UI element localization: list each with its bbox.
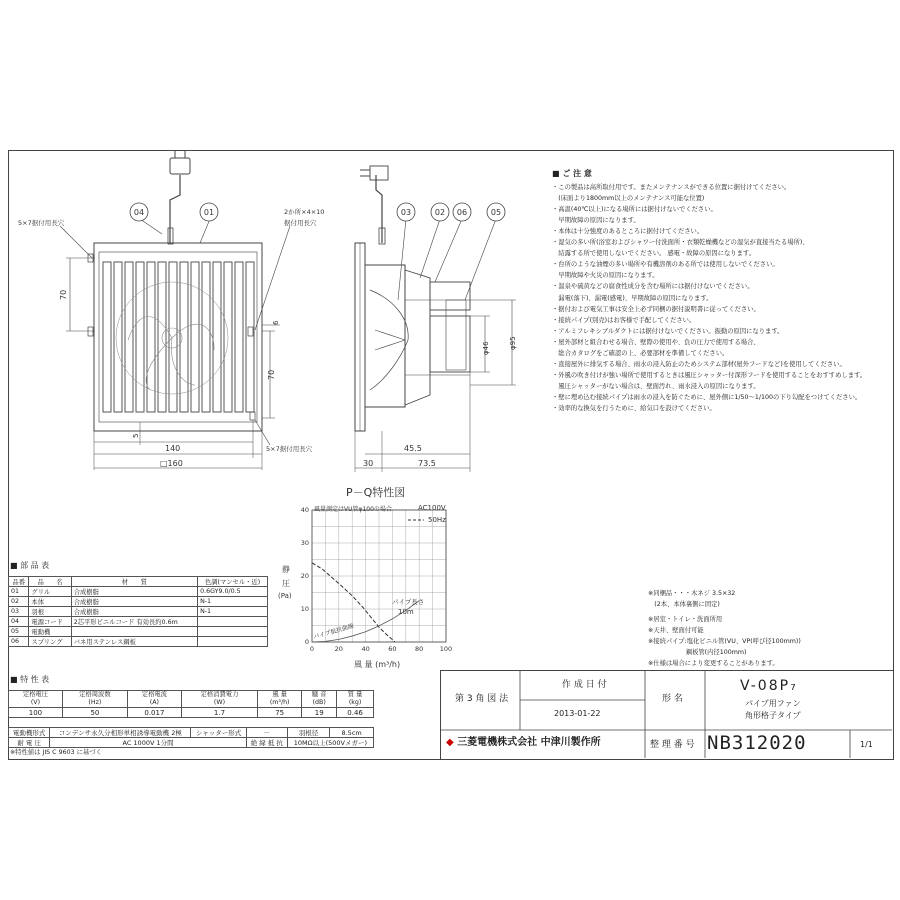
date-value: 2013-01-22	[554, 709, 601, 718]
number-value: NB312020	[707, 732, 807, 754]
parts-cell: 02	[9, 597, 29, 607]
page-value: 1/1	[860, 740, 873, 749]
side-note-line: ※接続パイプ:塩化ビニル管(VU、VP(呼び径100mm))	[648, 638, 801, 645]
spec-header-cell: 定格周波数 (Hz)	[62, 691, 127, 708]
y-tick-label: 40	[300, 506, 309, 514]
parts-cell: 羽根	[29, 607, 71, 617]
dim-95: φ95	[509, 336, 517, 350]
parts-cell: 合成樹脂	[71, 597, 197, 607]
company-name	[446, 738, 601, 748]
spec-value-cell: 0.017	[127, 708, 181, 718]
spec-footnote: ※特性値は JIS C 9603 に基づく	[10, 749, 102, 756]
spec-header-cell: 質 量 (kg)	[337, 691, 374, 708]
pq-title: P－Q特性図	[346, 486, 406, 499]
spec-header-cell: 定格消費電力 (W)	[181, 691, 257, 708]
parts-cell: 06	[9, 637, 29, 647]
parts-cell: 05	[9, 627, 29, 637]
note-line: 風圧シャッターがない場合は、壁面汚れ、雨水浸入の原因になります。	[552, 382, 760, 390]
label-holes-right-2: 据付用長穴	[284, 219, 317, 227]
spec-extra-table	[8, 727, 374, 748]
callout-01: 01	[203, 208, 215, 217]
table-row	[9, 587, 268, 597]
note-line: ・温泉や硫黄などの腐食性成分を含む場所には据付けないでください。	[552, 283, 754, 291]
side-notes	[648, 588, 801, 669]
pq-ylabel-unit: (Pa)	[278, 592, 292, 600]
note-line: ・効率的な換気を行うために、給気口を設けてください。	[552, 404, 716, 412]
spec-value-cell: 50	[62, 708, 127, 718]
parts-cell: 合成樹脂	[71, 587, 197, 597]
spec-value-cell: 1.7	[181, 708, 257, 718]
parts-cell	[198, 637, 268, 647]
spec-row2-0: 電動機形式	[9, 728, 50, 738]
y-tick-label: 20	[300, 572, 309, 580]
spec-table-title: ■ 特 性 表	[10, 675, 50, 684]
x-tick-label: 80	[415, 645, 424, 653]
spec-row2-2: シャッター形式	[191, 728, 246, 738]
note-line: ・外風の吹き付けが強い場所で使用するときは風圧シャッター付深形フードを使用することをおすすめします。	[552, 371, 867, 379]
desc-1: パイプ用ファン	[745, 699, 801, 708]
side-body	[365, 265, 405, 407]
dim-140: 140	[165, 444, 181, 453]
parts-header-cell: 品 名	[29, 577, 71, 587]
parts-cell	[198, 627, 268, 637]
note-line: 早期故障の原因になります。	[552, 217, 640, 225]
spec-header-cell: 騒 音 (dB)	[302, 691, 337, 708]
model-value: V-08P₇	[740, 678, 798, 694]
parts-table	[8, 576, 268, 647]
parts-cell: 2芯平形ビニルコード 有効長約0.6m	[71, 617, 197, 627]
note-line: ・接続パイプ(別売)はお客様で手配してください。	[552, 316, 696, 324]
note-line: ・高温(40℃以上)になる場所には据付けないでください。	[552, 206, 717, 214]
parts-header-cell: 品番	[9, 577, 29, 587]
notes-heading: ■ ご 注 意	[552, 169, 592, 178]
note-line: 早期故障や火災の原因になります。	[552, 272, 659, 280]
spec-value-cell: 0.46	[337, 708, 374, 718]
pq-freq: 50Hz	[428, 516, 446, 524]
parts-cell: 04	[9, 617, 29, 627]
spec-value-cell: 100	[9, 708, 63, 718]
parts-cell: 03	[9, 607, 29, 617]
parts-header-cell: 色調(マンセル・近)	[198, 577, 268, 587]
callout-04: 04	[133, 208, 145, 217]
note-line: ・壁に埋め込む接続パイプは雨水の浸入を防ぐために、屋外側に1/50～1/100の下り勾配をつけてください。	[552, 393, 862, 401]
table-row	[9, 627, 268, 637]
parts-cell: グリル	[29, 587, 71, 597]
note-line: ・屋外部材と組合わせる場合、壁際の使用や、負の圧力で使用する場合、	[552, 338, 760, 346]
spec-row3-0: 耐 電 圧	[9, 738, 50, 748]
callout-06: 06	[456, 208, 468, 217]
parts-cell: バネ用ステンレス鋼板	[71, 637, 197, 647]
number-label: 整 理 番 号	[650, 740, 695, 750]
parts-cell: 01	[9, 587, 29, 597]
note-line: 総合カタログをご確認の上、必要部材を準備してください。	[552, 349, 729, 357]
front-grille-outline	[94, 243, 262, 431]
table-row	[9, 617, 268, 627]
dim-160: □160	[160, 459, 183, 468]
dim-70-left: 70	[59, 289, 68, 300]
parts-cell: 合成樹脂	[71, 607, 197, 617]
spec-row2-4: 羽根径	[287, 728, 329, 738]
desc-2: 角形格子タイプ	[745, 711, 801, 720]
parts-cell: 電源コード	[29, 617, 71, 627]
x-tick-label: 100	[439, 645, 453, 653]
x-tick-label: 20	[334, 645, 343, 653]
note-line: ・直接屋外に排気する場合、雨水の浸入防止のためシステム部材(屋外フードなど)を使用してください。	[552, 360, 846, 368]
side-note-line: ※同梱品・・・木ネジ 3.5×32	[648, 590, 736, 597]
y-tick-label: 30	[300, 539, 309, 547]
note-line: ・据付および電気工事は安全上必ず同梱の据付説明書に従ってください。	[552, 305, 760, 313]
spec-header-cell: 定格電流 (A)	[127, 691, 181, 708]
projection-label: 第 3 角 図 法	[455, 694, 509, 704]
spec-row2-1: コンデンサ永久分相形単相誘導電動機 2極	[50, 728, 191, 738]
caution-notes	[552, 168, 892, 414]
spec-value-cell: 75	[258, 708, 302, 718]
note-line: (床面より1800mm以上のメンテナンス可能な位置)	[552, 195, 705, 203]
spec-row2-5: 8.5cm	[330, 728, 374, 738]
company-text: 三菱電機株式会社 中津川製作所	[457, 737, 601, 748]
parts-cell: N-1	[198, 607, 268, 617]
label-holes-right-1: 2か所×4×10	[284, 208, 325, 216]
pq-pipe-label-1: パイプ長さ	[392, 598, 425, 606]
dim-30: 30	[363, 459, 374, 468]
table-row	[9, 607, 268, 617]
parts-table-title: ■ 部 品 表	[10, 561, 50, 570]
dim-70-right: 70	[267, 369, 276, 380]
pq-pipe-resist: パイプ抵抗曲線	[312, 622, 355, 641]
spec-header-cell: 風 量 (m³/h)	[258, 691, 302, 708]
x-tick-label: 60	[388, 645, 397, 653]
date-label: 作 成 日 付	[562, 680, 607, 690]
pq-ylabel-2: 圧	[282, 579, 290, 588]
note-line: ・アルミフレキシブルダクトには据付けないでください。振動の原因になります。	[552, 327, 784, 335]
spec-row3-1: AC 1000V 1分間	[50, 738, 247, 748]
x-tick-label: 0	[309, 645, 315, 653]
callout-02: 02	[434, 208, 446, 217]
parts-header-cell: 材 質	[71, 577, 197, 587]
dim-6: 6	[272, 320, 280, 325]
pq-xlabel: 風 量 (m³/h)	[354, 660, 401, 669]
y-tick-label: 0	[304, 638, 309, 646]
parts-cell: 本体	[29, 597, 71, 607]
parts-cell: 電動機	[29, 627, 71, 637]
side-note-line: ※仕様は場合により変更することがあります。	[648, 660, 779, 667]
y-tick-label: 10	[300, 605, 309, 613]
label-slot-top: 5×7据付用長穴	[18, 219, 65, 227]
dim-73-5: 73.5	[418, 459, 436, 468]
note-line: ・湿気の多い所(浴室およびシャワー付洗面所・衣類乾燥機などの湿気が直接当たる場所)、	[552, 239, 809, 247]
pq-pipe-label-2: 10m	[398, 608, 414, 616]
model-label: 形 名	[662, 694, 683, 704]
power-cord	[170, 175, 180, 243]
parts-cell	[71, 627, 197, 637]
table-row	[9, 637, 268, 647]
side-note-line: (2本、本体裏側に固定)	[648, 601, 720, 608]
side-note-line: ※天井、壁面付可能	[648, 627, 704, 634]
note-line: ・台所のような油煙の多い場所や有機溶剤のある所では使用しないでください。	[552, 261, 779, 269]
spec-value-cell: 19	[302, 708, 337, 718]
dim-5: 5	[132, 433, 140, 438]
dim-45-5: 45.5	[404, 444, 422, 453]
parts-cell: 0.6GY9.0/0.5	[198, 587, 268, 597]
pq-chart	[268, 482, 468, 672]
parts-cell: スプリング	[29, 637, 71, 647]
note-line: 結露する所で使用しないでください。 感電・故障の原因になります。	[552, 250, 755, 258]
table-row	[9, 597, 268, 607]
spec-header-cell: 定格電圧 (V)	[9, 691, 63, 708]
parts-cell: N-1	[198, 597, 268, 607]
callout-03: 03	[400, 208, 412, 217]
parts-cell	[198, 617, 268, 627]
callout-05: 05	[490, 208, 502, 217]
note-line: ・本体は十分強度のあるところに据付けてください。	[552, 228, 704, 236]
spec-row3-2: 絶 縁 抵 抗	[246, 738, 287, 748]
side-note-line: ※居室・トイレ・洗面所用	[648, 616, 723, 623]
pq-voltage: AC100V	[418, 504, 446, 512]
label-slot-bottom: 5×7据付用長穴	[266, 445, 313, 453]
dim-46: φ46	[482, 341, 490, 355]
x-tick-label: 40	[361, 645, 370, 653]
side-note-line: 鋼板管(内径100mm)	[648, 649, 747, 656]
pq-ylabel-1: 静	[282, 565, 290, 574]
spec-table	[8, 690, 374, 718]
pq-note: 風量測定はVU管φ100の場合	[314, 506, 392, 513]
note-line: ・この製品は高所取付用です。またメンテナンスができる位置に据付けてください。	[552, 184, 791, 192]
mitsubishi-logo-icon: ◆	[446, 737, 454, 748]
note-line: 漏電(落下)、漏電(感電)、早期故障の原因になります。	[552, 294, 713, 302]
spec-row2-3: －	[246, 728, 287, 738]
spec-row3-3: 10MΩ以上(500Vメガー)	[287, 738, 373, 748]
